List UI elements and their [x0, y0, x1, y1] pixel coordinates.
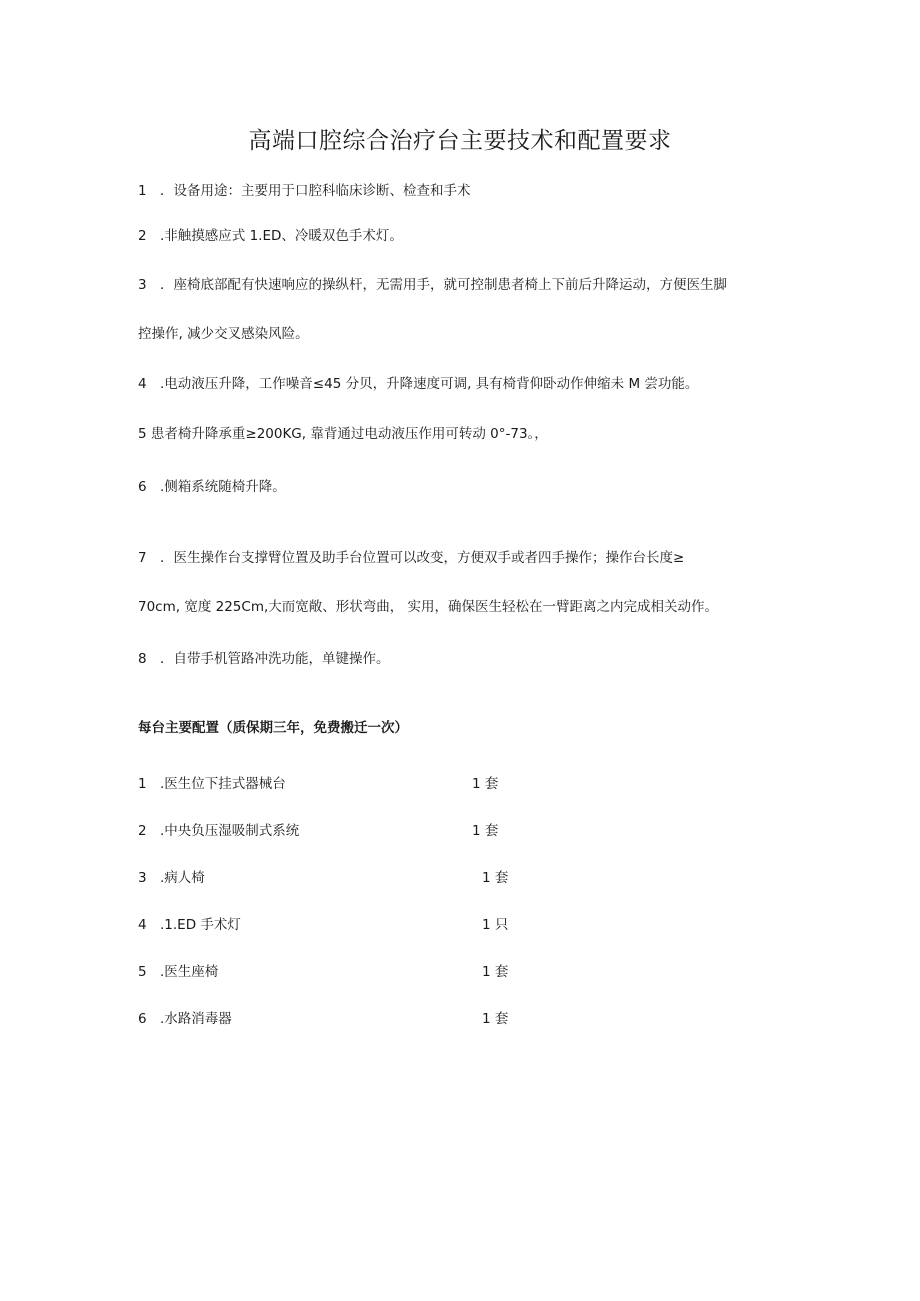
- requirement-7: [138, 548, 684, 568]
- item-text: .侧箱系统随椅升降。: [160, 479, 286, 495]
- requirement-8: [138, 649, 390, 669]
- item-number: 1: [138, 183, 147, 199]
- item-text: 70cm, 宽度 225Cm,大而宽敞、形状弯曲， 实用，确保医生轻松在一臂距离之内完成相关动作。: [138, 599, 719, 615]
- config-item-name: .病人椅: [160, 870, 205, 886]
- item-text: ．设备用途：主要用于口腔科临床诊断、检查和手术: [160, 183, 471, 199]
- config-item: [138, 774, 499, 794]
- config-item-name: .医生座椅: [160, 964, 219, 980]
- config-heading: 每台主要配置（质保期三年，免费搬迁一次）: [138, 720, 408, 736]
- requirement-2: [138, 226, 403, 246]
- config-item-quantity: 1 套: [472, 823, 499, 839]
- requirement-4: [138, 374, 698, 394]
- config-item: [138, 868, 509, 888]
- item-text: ．医生操作台支撑臂位置及助手台位置可以改变，方便双手或者四手操作；操作台长度≥: [160, 550, 685, 566]
- item-text: .非触摸感应式 1.ED、冷暖双色手术灯。: [160, 228, 403, 244]
- config-item-quantity: 1 套: [482, 964, 509, 980]
- requirement-5: [138, 424, 548, 444]
- requirement-6: [138, 477, 286, 497]
- requirement-1: [138, 181, 471, 201]
- config-item: [138, 1009, 509, 1029]
- document-title: 高端口腔综合治疗台主要技术和配置要求: [248, 128, 672, 154]
- item-number: 4: [138, 376, 147, 392]
- item-number: 3: [138, 870, 147, 886]
- item-number: 3: [138, 277, 147, 293]
- config-item: [138, 962, 509, 982]
- item-text: .电动液压升降，工作噪音≤45 分贝，升降速度可调, 具有椅背仰卧动作伸缩未 M 尝功能。: [160, 376, 699, 392]
- item-number: 2: [138, 823, 147, 839]
- requirement-3: [138, 275, 727, 295]
- item-number: 7: [138, 550, 147, 566]
- requirement-7-continued: [138, 597, 718, 617]
- item-number: 4: [138, 917, 147, 933]
- config-item-name: .中央负压湿吸制式系统: [160, 823, 300, 839]
- item-text: 5 患者椅升降承重≥200KG, 靠背通过电动液压作用可转动 0°-73。，: [138, 426, 548, 442]
- item-number: 8: [138, 651, 147, 667]
- requirement-3-continued: [138, 324, 309, 344]
- item-text: 控操作, 减少交叉感染风险。: [138, 326, 309, 342]
- config-item-quantity: 1 套: [472, 776, 499, 792]
- item-number: 6: [138, 479, 147, 495]
- item-number: 1: [138, 776, 147, 792]
- item-text: ．座椅底部配有快速响应的操纵杆，无需用手，就可控制患者椅上下前后升降运动，方便医生脚: [160, 277, 727, 293]
- config-item-quantity: 1 套: [482, 1011, 509, 1027]
- config-item-name: .1.ED 手术灯: [160, 917, 241, 933]
- item-text: ．自带手机管路冲洗功能，单键操作。: [160, 651, 390, 667]
- item-number: 5: [138, 964, 147, 980]
- config-item-name: .医生位下挂式器械台: [160, 776, 286, 792]
- item-number: 6: [138, 1011, 147, 1027]
- config-item-quantity: 1 套: [482, 870, 509, 886]
- config-item-quantity: 1 只: [482, 917, 509, 933]
- item-number: 2: [138, 228, 147, 244]
- config-item-name: .水路消毒器: [160, 1011, 232, 1027]
- config-item: [138, 821, 499, 841]
- config-item: [138, 915, 509, 935]
